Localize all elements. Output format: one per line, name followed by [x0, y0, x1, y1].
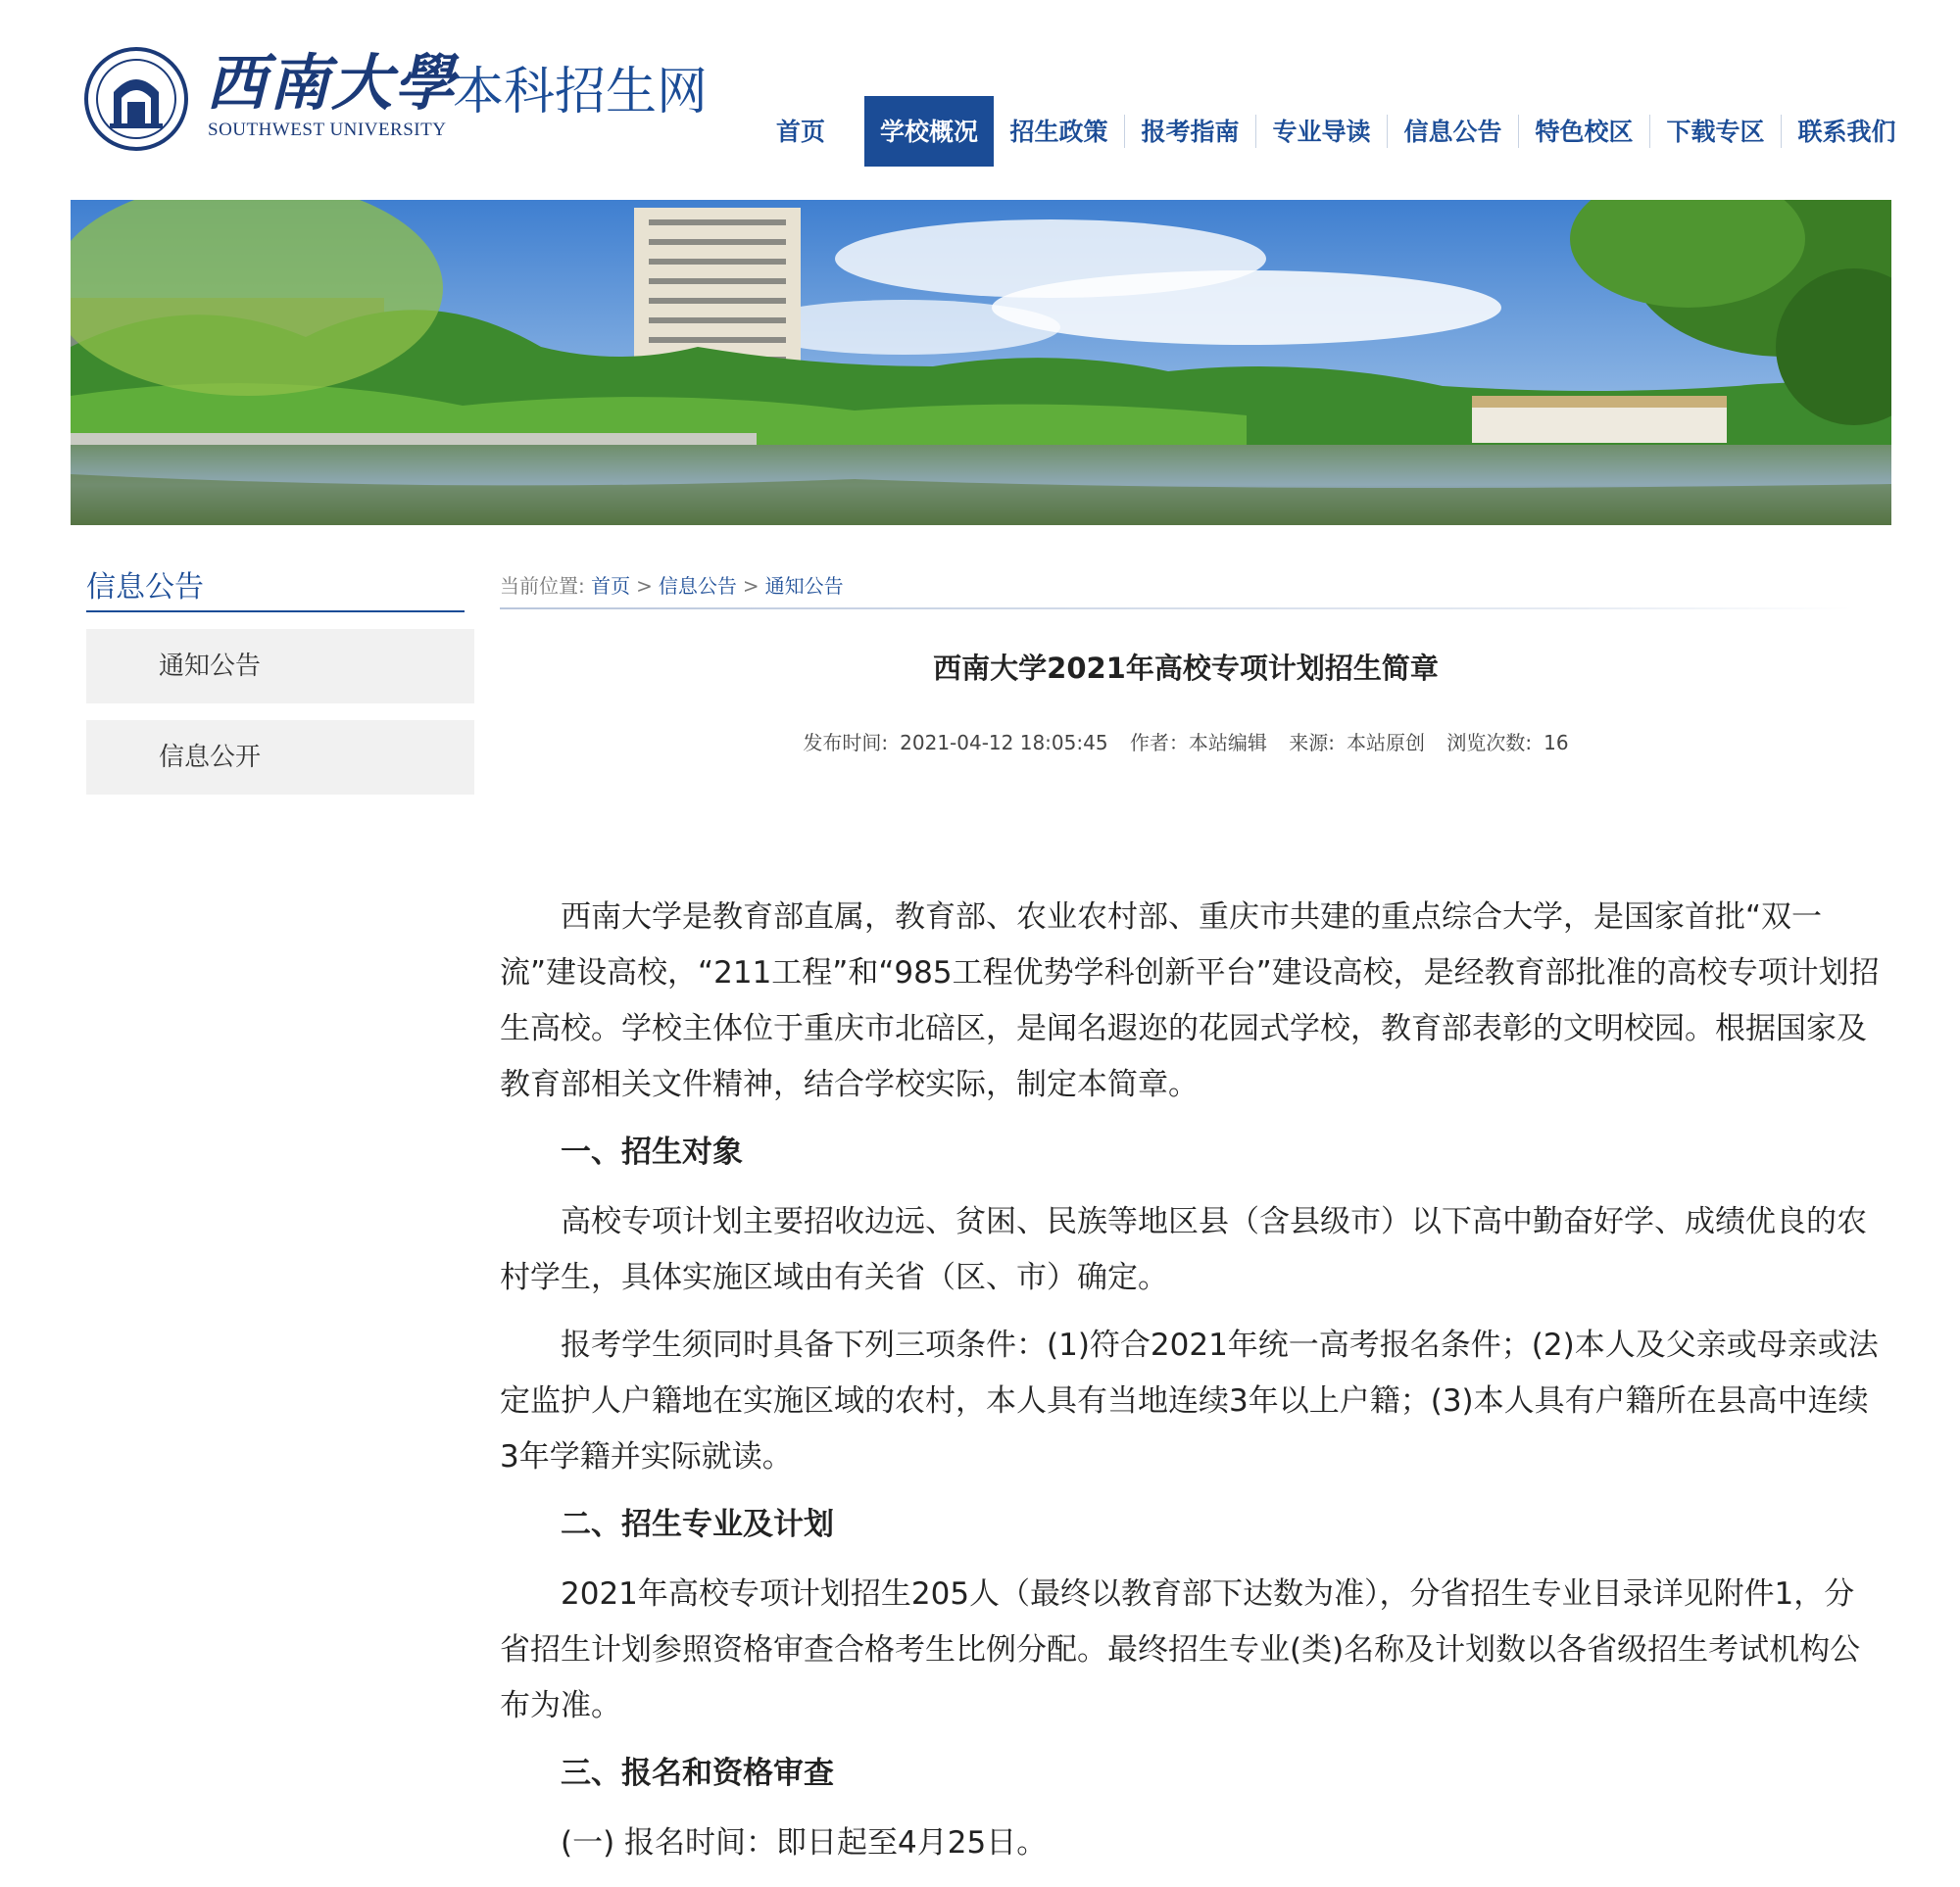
nav-campus[interactable]: 特色校区 — [1535, 118, 1634, 146]
nav-notices[interactable]: 信息公告 — [1403, 118, 1502, 146]
article-meta — [500, 727, 1872, 755]
breadcrumb-notices[interactable]: 信息公告 — [658, 574, 737, 598]
breadcrumb-prefix: 当前位置: — [500, 574, 585, 598]
breadcrumb-home[interactable]: 首页 — [591, 574, 631, 598]
logo-english-text: SOUTHWEST UNIVERSITY — [208, 120, 447, 140]
nav-guide[interactable]: 报考指南 — [1141, 118, 1240, 146]
sidebar-title: 信息公告 — [86, 570, 204, 605]
breadcrumb-current[interactable]: 通知公告 — [764, 574, 844, 598]
article-body — [500, 890, 1882, 1883]
nav-downloads[interactable]: 下载专区 — [1666, 118, 1765, 146]
source: 本站原创 — [1347, 731, 1426, 754]
article-paragraph: 报考学生须同时具备下列三项条件：(1)符合2021年统一高考报名条件；(2)本人及父亲或母亲或法定监护人户籍地在实施区域的农村，本人具有当地连续3年以上户籍；(3)本人具有户籍所在县高中连续3年学籍并实际就读。 — [500, 1328, 1879, 1475]
breadcrumb — [500, 570, 844, 599]
article-paragraph: 2021年高校专项计划招生205人（最终以教育部下达数为准），分省招生专业目录详见附件1，分省招生计划参照资格审查合格考生比例分配。最终招生专业(类)名称及计划数以各省级招生考试机构公布为准。 — [500, 1576, 1861, 1723]
article-paragraph: (一) 报名时间：即日起至4月25日。 — [561, 1825, 1048, 1861]
views-label: 浏览次数: — [1446, 731, 1533, 754]
breadcrumb-separator: > — [742, 574, 760, 598]
nav-about[interactable]: 学校概况 — [864, 96, 994, 167]
publish-label: 发布时间: — [803, 731, 889, 754]
article-section-heading: 一、招生对象 — [561, 1135, 743, 1170]
nav-home[interactable]: 首页 — [775, 118, 825, 146]
breadcrumb-separator: > — [636, 574, 653, 598]
article-paragraph: 西南大学是教育部直属，教育部、农业农村部、重庆市共建的重点综合大学，是国家首批“双一流”建设高校，“211工程”和“985工程优势学科创新平台”建设高校，是经教育部批准的高校专项计划招生高校。学校主体位于重庆市北碚区，是闻名遐迩的花园式学校，教育部表彰的文明校园。根据国家及教育部相关文件精神，结合学校实际，制定本简章。 — [500, 899, 1880, 1102]
view-count: 16 — [1544, 731, 1569, 754]
article-paragraph: 高校专项计划主要招收边远、贫困、民族等地区县（含县级市）以下高中勤奋好学、成绩优良的农村学生，具体实施区域由有关省（区、市）确定。 — [500, 1204, 1867, 1295]
main-nav — [737, 96, 1912, 167]
publish-time: 2021-04-12 18:05:45 — [900, 731, 1108, 754]
article-title: 西南大学2021年高校专项计划招生简章 — [933, 652, 1439, 685]
sidebar-title-underline — [86, 610, 465, 612]
campus-banner-image — [71, 200, 1891, 525]
breadcrumb-divider — [500, 607, 1852, 609]
university-seal-logo[interactable] — [84, 47, 188, 151]
article-section-heading: 二、招生专业及计划 — [561, 1507, 834, 1542]
sidebar-item-disclosure[interactable]: 信息公开 — [86, 720, 474, 795]
source-label: 来源: — [1289, 731, 1336, 754]
site-name[interactable]: 本科招生网 — [453, 63, 709, 121]
nav-policy[interactable]: 招生政策 — [1009, 118, 1108, 146]
article-section-heading: 三、报名和资格审查 — [561, 1756, 834, 1791]
sidebar-item-notices[interactable]: 通知公告 — [86, 629, 474, 703]
nav-contact[interactable]: 联系我们 — [1797, 118, 1896, 146]
author: 作者：本站编辑 — [1129, 731, 1267, 754]
nav-majors[interactable]: 专业导读 — [1272, 118, 1371, 146]
logo-chinese-text[interactable]: 西南大學 — [206, 47, 458, 119]
